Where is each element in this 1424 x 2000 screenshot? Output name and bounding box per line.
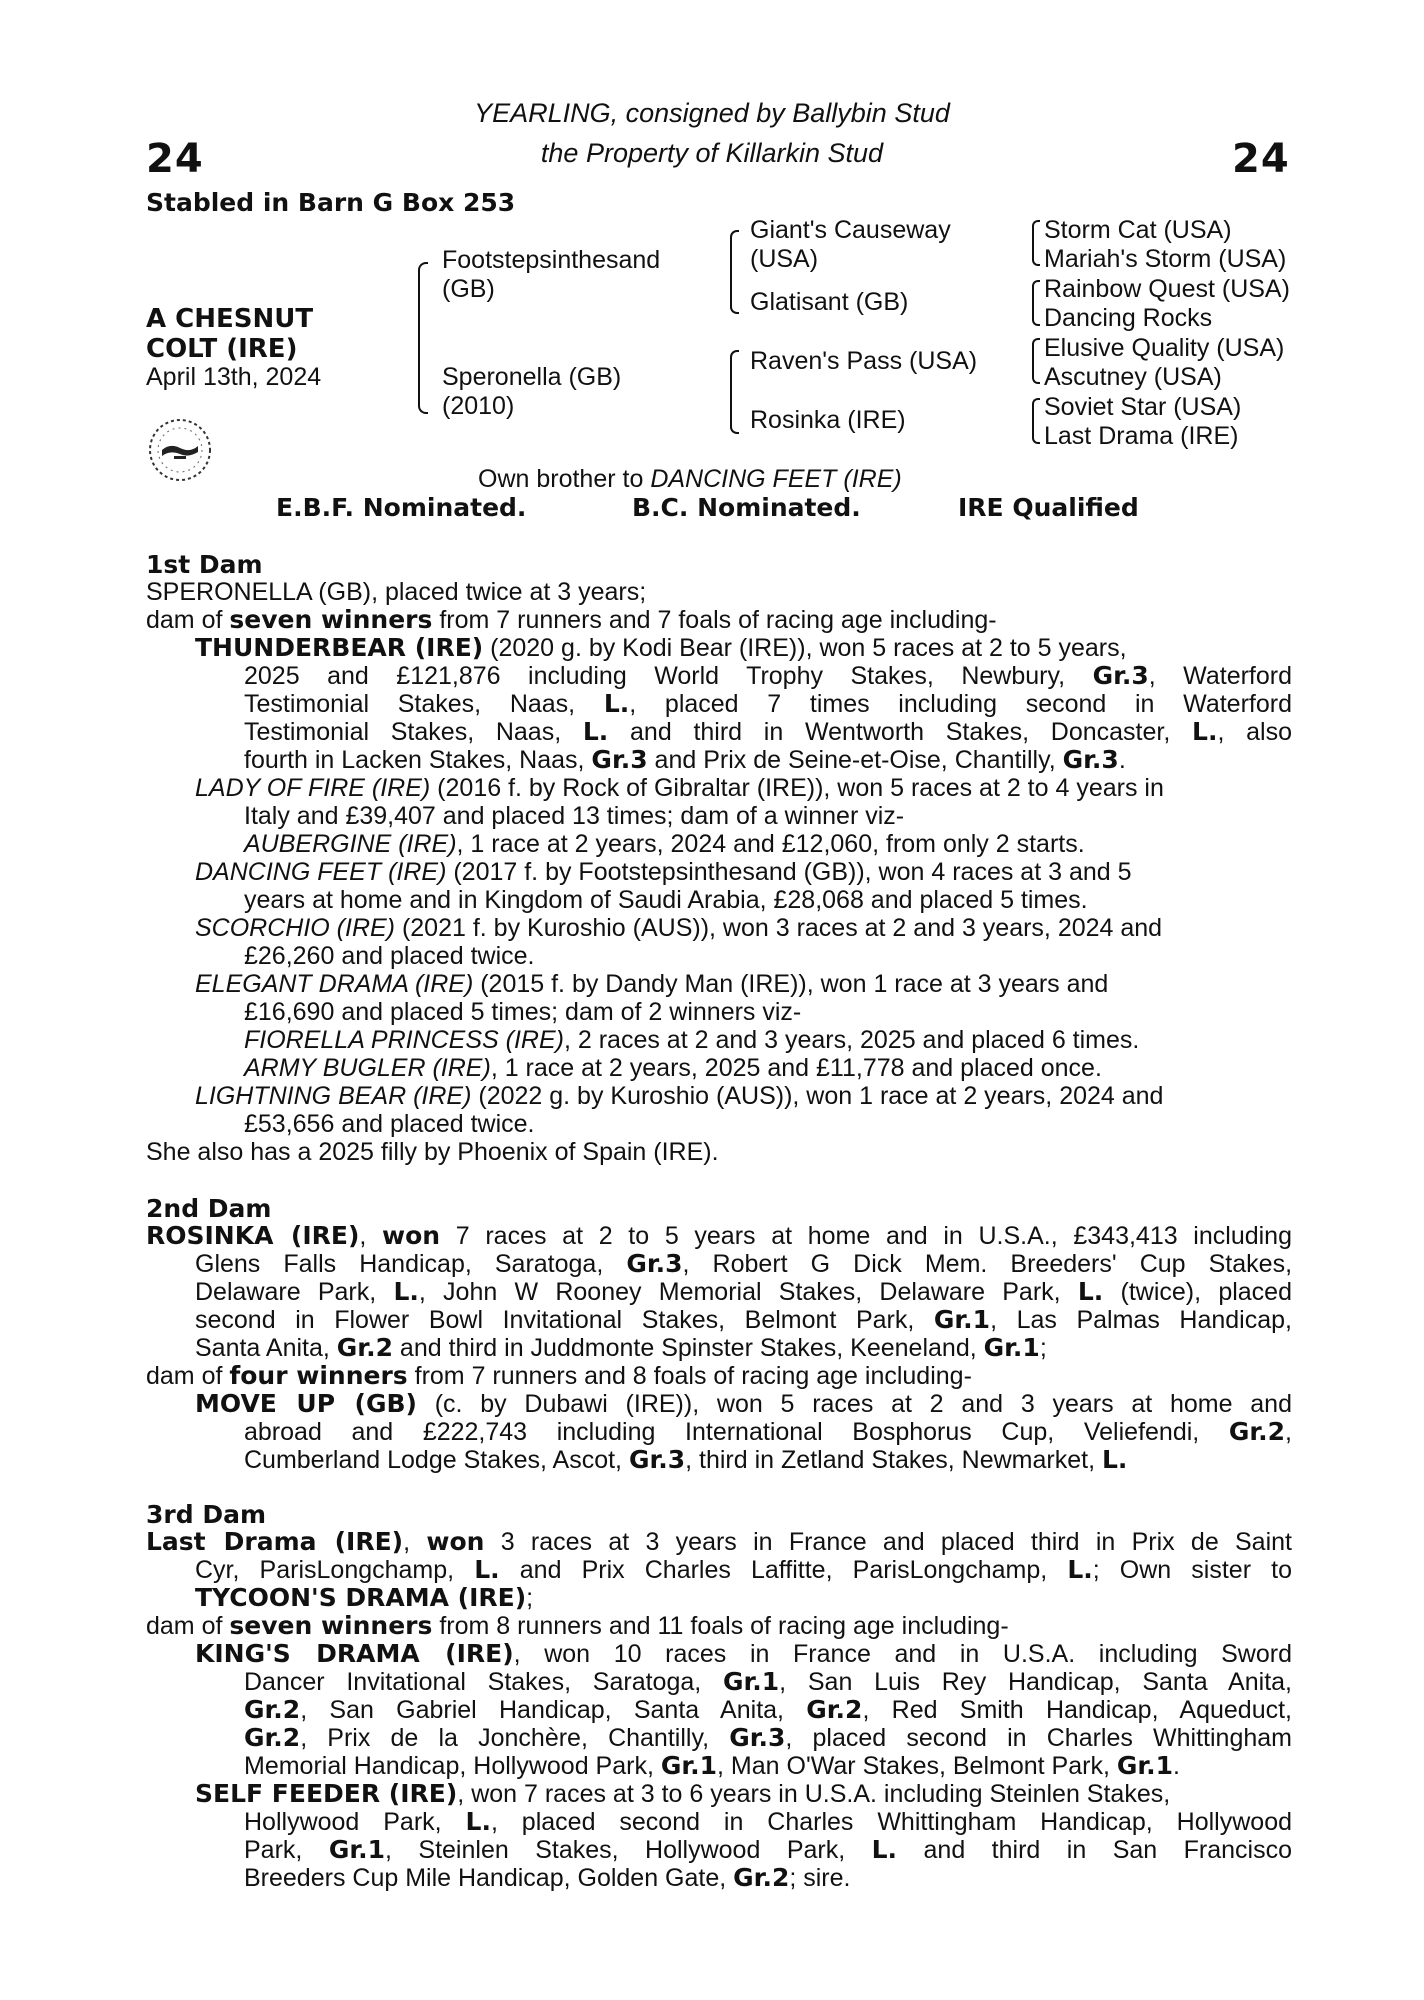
body-line [146, 1528, 1292, 1556]
bold-text: L. [1192, 717, 1218, 746]
text-run: Testimonial Stakes, Naas, [244, 690, 604, 718]
bold-text: Gr.3 [626, 1249, 683, 1278]
bold-text: Gr.2 [806, 1695, 863, 1724]
text-run: dam of [146, 606, 230, 634]
body-line [146, 1808, 1292, 1836]
bold-text: Gr.2 [336, 1333, 393, 1362]
bold-text: Gr.2 [244, 1695, 301, 1724]
text-run: , San Gabriel Handicap, Santa Anita, [300, 1696, 807, 1724]
body-line [146, 1306, 1292, 1334]
bold-text: Gr.3 [1062, 745, 1119, 774]
text-run: , [359, 1222, 383, 1250]
bold-text: TYCOON'S DRAMA (IRE) [195, 1583, 527, 1612]
lot-number-right: 24 [1232, 136, 1290, 182]
body-line [146, 1724, 1292, 1752]
bold-text: L. [582, 717, 609, 746]
own-brother-prefix: Own brother to [478, 465, 651, 493]
body-line [146, 858, 1292, 886]
text-run: , Steinlen Stakes, Hollywood Park, [385, 1836, 872, 1864]
bold-text: THUNDERBEAR (IRE) [195, 633, 484, 662]
body-line [146, 1612, 1292, 1640]
pedigree-g4-3: Rainbow Quest (USA) [1044, 275, 1290, 303]
body-line [146, 1278, 1292, 1306]
text-run: (2017 f. by Footstepsinthesand (GB)), won 4 races at 3 and 5 [446, 858, 1132, 886]
pedigree-dam-dam: Rosinka (IRE) [750, 406, 906, 434]
stud-logo-icon [140, 410, 220, 490]
text-run: Park, [244, 1836, 329, 1864]
first-dam-text [146, 578, 1292, 1166]
text-run: , placed 7 times including second in Waterford [629, 690, 1292, 718]
text-run: (2016 f. by Rock of Gibraltar (IRE)), won 5 races at 2 to 4 years in [430, 774, 1164, 802]
text-run: fourth in Lacken Stakes, Naas, [244, 746, 592, 774]
pedigree-brace-g4-1 [1032, 220, 1040, 266]
body-line [146, 746, 1292, 774]
pedigree-sire-sire-line-1: Giant's Causeway [750, 216, 951, 244]
text-run: Cyr, ParisLongchamp, [195, 1556, 475, 1584]
text-run: Memorial Handicap, Hollywood Park, [244, 1752, 661, 1780]
text-run: Italy and £39,407 and placed 13 times; dam of a winner viz- [244, 802, 905, 830]
text-run: Hollywood Park, [244, 1808, 466, 1836]
text-run: from 7 runners and 7 foals of racing age including- [432, 606, 997, 634]
bold-text: Gr.1 [933, 1305, 991, 1334]
consignment-line-2: the Property of Killarkin Stud [540, 138, 884, 168]
bold-text: L. [474, 1555, 500, 1584]
bold-text: Gr.3 [1092, 661, 1149, 690]
body-line [146, 802, 1292, 830]
pedigree-brace-dam [730, 350, 739, 434]
text-run: dam of [146, 1362, 230, 1390]
text-run: ; Own sister to [1092, 1556, 1292, 1584]
text-run: and Prix Charles Laffitte, ParisLongchamp, [499, 1556, 1068, 1584]
body-line [146, 1362, 1292, 1390]
pedigree-g4-2: Mariah's Storm (USA) [1044, 245, 1287, 273]
body-line [146, 830, 1292, 858]
body-line [146, 662, 1292, 690]
bold-text: Gr.1 [722, 1667, 780, 1696]
ire-qualified: IRE Qualified [958, 493, 1139, 522]
bold-text: L. [1077, 1277, 1104, 1306]
body-line [146, 1836, 1292, 1864]
body-line [146, 578, 1292, 606]
text-run: , [1285, 1418, 1292, 1446]
bc-nominated: B.C. Nominated. [632, 493, 861, 522]
pedigree-sire-line-1: Footstepsinthesand [442, 246, 661, 274]
text-run: ; [526, 1584, 534, 1612]
italic-text: LADY OF FIRE (IRE) [195, 774, 431, 802]
text-run: £16,690 and placed 5 times; dam of 2 winners viz- [244, 998, 802, 1026]
text-run: from 8 runners and 11 foals of racing age including- [432, 1612, 1009, 1640]
text-run: , San Luis Rey Handicap, Santa Anita, [779, 1668, 1292, 1696]
body-line [146, 1640, 1292, 1668]
body-line [146, 1418, 1292, 1446]
bold-text: L. [603, 689, 630, 718]
pedigree-dam-sire: Raven's Pass (USA) [750, 347, 978, 375]
bold-text: L. [393, 1277, 419, 1306]
text-run: and third in San Francisco [897, 1836, 1292, 1864]
text-run: ; sire. [789, 1864, 851, 1892]
horse-description-1: A CHESNUT [146, 304, 314, 334]
body-line [146, 998, 1292, 1026]
text-run: years at home and in Kingdom of Saudi Arabia, £28,068 and placed 5 times. [244, 886, 1088, 914]
body-line [146, 718, 1292, 746]
body-line [146, 914, 1292, 942]
first-dam-heading: 1st Dam [146, 550, 263, 579]
text-run: , also [1217, 718, 1292, 746]
ebf-nominated: E.B.F. Nominated. [276, 493, 527, 522]
pedigree-sire-dam: Glatisant (GB) [750, 288, 909, 316]
text-run: (2022 g. by Kuroshio (AUS)), won 1 race at 2 years, 2024 and [471, 1082, 1164, 1110]
text-run: from 7 runners and 8 foals of racing age including- [407, 1362, 972, 1390]
body-line [146, 1250, 1292, 1278]
text-run: second in Flower Bowl Invitational Stakes, Belmont Park, [195, 1306, 934, 1334]
bold-text: Gr.3 [729, 1723, 786, 1752]
body-line [146, 1864, 1292, 1892]
text-run: , placed second in Charles Whittingham Handicap, Hollywood [490, 1808, 1292, 1836]
bold-text: Gr.2 [733, 1863, 790, 1892]
text-run: SPERONELLA (GB), placed twice at 3 years; [146, 578, 647, 606]
body-line [146, 1446, 1292, 1474]
bold-text: SELF FEEDER (IRE) [195, 1779, 458, 1808]
pedigree-dam-line-2: (2010) [442, 392, 515, 420]
bold-text: Gr.1 [328, 1835, 385, 1864]
body-line [146, 1752, 1292, 1780]
text-run: and Prix de Seine-et-Oise, Chantilly, [647, 746, 1063, 774]
pedigree-g4-8: Last Drama (IRE) [1044, 422, 1239, 450]
text-run: 7 races at 2 to 5 years at home and in U.S.A., £343,413 including [440, 1222, 1292, 1250]
text-run: , won 7 races at 3 to 6 years in U.S.A. including Steinlen Stakes, [457, 1780, 1171, 1808]
bold-text: Gr.1 [660, 1751, 718, 1780]
body-line [146, 1138, 1292, 1166]
text-run: (2015 f. by Dandy Man (IRE)), won 1 race at 3 years and [473, 970, 1109, 998]
text-run: , placed second in Charles Whittingham [785, 1724, 1292, 1752]
text-run: , Red Smith Handicap, Aqueduct, [862, 1696, 1292, 1724]
pedigree-sire-sire-line-2: (USA) [750, 245, 819, 273]
body-line [146, 970, 1292, 998]
pedigree-brace-g4-3 [1032, 338, 1040, 384]
pedigree-g4-1: Storm Cat (USA) [1044, 216, 1232, 244]
text-run: dam of [146, 1612, 230, 1640]
text-run: , 1 race at 2 years, 2024 and £12,060, from only 2 starts. [456, 830, 1085, 858]
text-run: Cumberland Lodge Stakes, Ascot, [244, 1446, 629, 1474]
body-line [146, 886, 1292, 914]
body-line [146, 1026, 1292, 1054]
italic-text: FIORELLA PRINCESS (IRE) [244, 1026, 564, 1054]
body-line [146, 1082, 1292, 1110]
text-run: and third in Wentworth Stakes, Doncaster, [608, 718, 1193, 746]
text-run: abroad and £222,743 including International Bosphorus Cup, Veliefendi, [244, 1418, 1229, 1446]
text-run: £26,260 and placed twice. [244, 942, 535, 970]
body-line [146, 606, 1292, 634]
bold-text: Gr.3 [628, 1445, 686, 1474]
pedigree-brace-g4-4 [1032, 398, 1040, 444]
text-run: , won 10 races in France and in U.S.A. including Sword [513, 1640, 1292, 1668]
text-run: , John W Rooney Memorial Stakes, Delaware Park, [418, 1278, 1078, 1306]
italic-text: DANCING FEET (IRE) [195, 858, 447, 886]
body-line [146, 1668, 1292, 1696]
bold-text: L. [871, 1835, 898, 1864]
body-line [146, 690, 1292, 718]
bold-text: won [382, 1221, 441, 1250]
horse-description-2: COLT (IRE) [146, 334, 298, 364]
text-run: Breeders Cup Mile Handicap, Golden Gate, [244, 1864, 734, 1892]
text-run: . [1118, 746, 1126, 774]
text-run: , Las Palmas Handicap, [990, 1306, 1292, 1334]
second-dam-text [146, 1222, 1292, 1474]
text-run: , Waterford [1148, 662, 1293, 690]
bold-text: Gr.2 [1228, 1417, 1286, 1446]
bold-text: MOVE UP (GB) [195, 1389, 417, 1418]
third-dam-heading: 3rd Dam [146, 1500, 266, 1529]
own-brother-name: DANCING FEET (IRE) [650, 465, 902, 493]
text-run: ; [1039, 1334, 1047, 1362]
body-line [146, 1780, 1292, 1808]
bold-text: L. [1067, 1555, 1093, 1584]
bold-text: Gr.2 [244, 1723, 301, 1752]
bold-text: L. [465, 1807, 491, 1836]
pedigree-g4-5: Elusive Quality (USA) [1044, 334, 1285, 362]
text-run: £53,656 and placed twice. [244, 1110, 535, 1138]
text-run: Testimonial Stakes, Naas, [244, 718, 583, 746]
text-run: , 2 races at 2 and 3 years, 2025 and placed 6 times. [563, 1026, 1140, 1054]
body-line [146, 774, 1292, 802]
consignment-line-1: YEARLING, consigned by Ballybin Stud [474, 98, 950, 128]
pedigree-g4-6: Ascutney (USA) [1044, 363, 1222, 391]
body-line [146, 1222, 1292, 1250]
text-run: and third in Juddmonte Spinster Stakes, Keeneland, [392, 1334, 984, 1362]
text-run: , [403, 1528, 427, 1556]
italic-text: AUBERGINE (IRE) [244, 830, 457, 858]
body-line [146, 1054, 1292, 1082]
body-line [146, 634, 1292, 662]
bold-text: Gr.1 [983, 1333, 1040, 1362]
bold-text: seven winners [229, 605, 433, 634]
pedigree-dam-line-1: Speronella (GB) [442, 363, 622, 391]
text-run: 3 races at 3 years in France and placed third in Prix de Saint [484, 1528, 1292, 1556]
text-run: , Man O'War Stakes, Belmont Park, [717, 1752, 1117, 1780]
bold-text: won [426, 1527, 485, 1556]
body-line [146, 1556, 1292, 1584]
text-run: Delaware Park, [195, 1278, 394, 1306]
body-line [146, 942, 1292, 970]
text-run: 2025 and £121,876 including World Trophy Stakes, Newbury, [244, 662, 1093, 690]
bold-text: Gr.1 [1116, 1751, 1174, 1780]
body-line [146, 1390, 1292, 1418]
body-line [146, 1696, 1292, 1724]
text-run: (c. by Dubawi (IRE)), won 5 races at 2 and 3 years at home and [416, 1390, 1292, 1418]
italic-text: LIGHTNING BEAR (IRE) [195, 1082, 472, 1110]
pedigree-g4-7: Soviet Star (USA) [1044, 393, 1242, 421]
pedigree-brace-g4-2 [1032, 280, 1040, 326]
text-run: , 1 race at 2 years, 2025 and £11,778 and placed once. [490, 1054, 1102, 1082]
italic-text: ARMY BUGLER (IRE) [244, 1054, 491, 1082]
second-dam-heading: 2nd Dam [146, 1194, 272, 1223]
bold-text: four winners [229, 1361, 408, 1390]
pedigree-g4-4: Dancing Rocks [1044, 304, 1213, 332]
text-run: Dancer Invitational Stakes, Saratoga, [244, 1668, 723, 1696]
pedigree-brace-sire [730, 230, 739, 314]
bold-text: seven winners [229, 1611, 433, 1640]
text-run: . [1173, 1752, 1180, 1780]
bold-text: Last Drama (IRE) [146, 1527, 404, 1556]
pedigree-brace-main [418, 262, 428, 414]
pedigree-sire-line-2: (GB) [442, 275, 495, 303]
body-line [146, 1334, 1292, 1362]
bold-text: L. [1101, 1445, 1128, 1474]
text-run: , Robert G Dick Mem. Breeders' Cup Stakes, [682, 1250, 1293, 1278]
text-run: (2020 g. by Kodi Bear (IRE)), won 5 races at 2 to 5 years, [483, 634, 1127, 662]
text-run: (2021 f. by Kuroshio (AUS)), won 3 races at 2 and 3 years, 2024 and [395, 914, 1163, 942]
third-dam-text [146, 1528, 1292, 1892]
italic-text: SCORCHIO (IRE) [195, 914, 395, 942]
text-run: Santa Anita, [195, 1334, 337, 1362]
text-run: She also has a 2025 filly by Phoenix of Spain (IRE). [146, 1138, 719, 1166]
body-line [146, 1584, 1292, 1612]
foaling-date: April 13th, 2024 [146, 363, 322, 391]
bold-text: ROSINKA (IRE) [146, 1221, 360, 1250]
bold-text: Gr.3 [591, 745, 648, 774]
italic-text: ELEGANT DRAMA (IRE) [195, 970, 474, 998]
text-run: , third in Zetland Stakes, Newmarket, [685, 1446, 1102, 1474]
body-line [146, 1110, 1292, 1138]
bold-text: KING'S DRAMA (IRE) [195, 1639, 514, 1668]
text-run: Glens Falls Handicap, Saratoga, [195, 1250, 627, 1278]
lot-number-left: 24 [146, 136, 204, 182]
own-brother-note [478, 465, 902, 494]
text-run: , Prix de la Jonchère, Chantilly, [300, 1724, 730, 1752]
stabled-location: Stabled in Barn G Box 253 [146, 188, 516, 217]
text-run: (twice), placed [1103, 1278, 1292, 1306]
